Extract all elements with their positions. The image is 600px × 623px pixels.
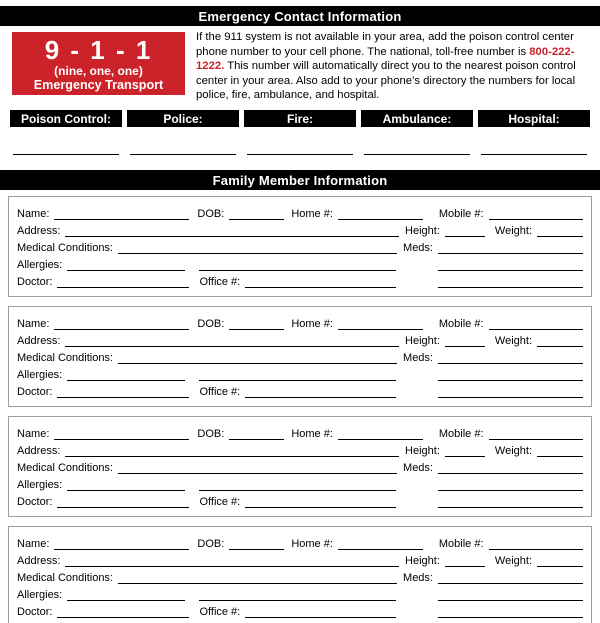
meds-blank-line <box>438 473 583 474</box>
emergency-section-header <box>0 6 600 26</box>
member-row-medical <box>17 239 583 256</box>
mobile-phone-label: Mobile #: <box>438 318 484 330</box>
home-phone-label: Home #: <box>291 208 333 220</box>
height-blank-line <box>445 346 485 347</box>
family-section-title: Family Member Information <box>212 172 388 188</box>
office-phone-label: Office #: <box>199 276 241 288</box>
allergies-label: Allergies: <box>17 589 63 601</box>
weight-blank-line <box>537 456 583 457</box>
contact-label-police: Police: <box>127 110 239 127</box>
contact-labels-row <box>10 110 600 127</box>
ambulance-blank-line <box>361 154 473 155</box>
home-phone-label: Home #: <box>291 318 333 330</box>
member-row-allergies <box>17 476 583 493</box>
home-phone-blank-line <box>338 219 423 220</box>
allergies-label: Allergies: <box>17 259 63 271</box>
member-row-address <box>17 222 583 239</box>
address-label: Address: <box>17 555 61 567</box>
weight-label: Weight: <box>494 225 532 237</box>
911-words: (nine, one, one) <box>54 64 143 78</box>
meds-continuation-blank-line-1 <box>438 490 583 491</box>
allergies-label: Allergies: <box>17 369 63 381</box>
member-row-allergies <box>17 256 583 273</box>
mobile-phone-label: Mobile #: <box>438 428 484 440</box>
member-row-doctor <box>17 603 583 620</box>
member-row-doctor <box>17 383 583 400</box>
home-phone-blank-line <box>338 439 423 440</box>
911-subtitle: Emergency Transport System <box>33 78 164 107</box>
medical-conditions-blank-line <box>118 253 397 254</box>
allergies-continuation-blank-line <box>199 270 396 271</box>
office-phone-label: Office #: <box>199 496 241 508</box>
police-blank-line <box>127 154 239 155</box>
name-label: Name: <box>17 428 50 440</box>
meds-continuation-blank-line-1 <box>438 600 583 601</box>
doctor-label: Doctor: <box>17 386 53 398</box>
mobile-phone-blank-line <box>489 219 583 220</box>
meds-continuation-blank-line-2 <box>438 287 583 288</box>
height-label: Height: <box>405 335 440 347</box>
member-row-identity <box>17 425 583 442</box>
office-phone-blank-line <box>245 287 396 288</box>
dob-label: DOB: <box>197 428 225 440</box>
doctor-blank-line <box>57 397 189 398</box>
emergency-section-title: Emergency Contact Information <box>198 8 402 24</box>
fire-blank-line <box>244 154 356 155</box>
address-blank-line <box>65 566 399 567</box>
family-member-blocks <box>0 196 600 623</box>
contact-label-fire: Fire: <box>244 110 356 127</box>
poison-control-paragraph <box>196 30 588 105</box>
member-row-doctor <box>17 493 583 510</box>
contact-label-ambulance: Ambulance: <box>361 110 473 127</box>
allergies-continuation-blank-line <box>199 380 396 381</box>
height-blank-line <box>445 566 485 567</box>
dob-blank-line <box>229 219 284 220</box>
name-blank-line <box>54 439 189 440</box>
meds-blank-line <box>438 583 583 584</box>
height-blank-line <box>445 456 485 457</box>
doctor-blank-line <box>57 287 189 288</box>
dob-blank-line <box>229 549 284 550</box>
family-member-block <box>8 196 592 297</box>
meds-label: Meds: <box>403 352 433 364</box>
medical-conditions-label: Medical Conditions: <box>17 462 113 474</box>
address-label: Address: <box>17 335 61 347</box>
family-member-block <box>8 416 592 517</box>
member-row-allergies <box>17 586 583 603</box>
mobile-phone-blank-line <box>489 439 583 440</box>
meds-continuation-blank-line-2 <box>438 617 583 618</box>
address-blank-line <box>65 346 399 347</box>
intro-section <box>12 32 588 105</box>
member-row-medical <box>17 569 583 586</box>
office-phone-blank-line <box>245 507 396 508</box>
weight-blank-line <box>537 236 583 237</box>
name-label: Name: <box>17 318 50 330</box>
family-member-block <box>8 526 592 623</box>
meds-continuation-blank-line-1 <box>438 380 583 381</box>
poison-control-phone-number: 800-222-1222. <box>196 45 575 73</box>
mobile-phone-label: Mobile #: <box>438 538 484 550</box>
medical-conditions-blank-line <box>118 473 397 474</box>
dob-blank-line <box>229 439 284 440</box>
paragraph-text-after-phone: This number will automatically direct you to the nearest poison control center in your area. Also add to your phone’s directory the numbers for local police, fire, ambulance, and hospital. <box>196 60 576 102</box>
contact-blank-lines-row <box>10 154 600 155</box>
name-label: Name: <box>17 538 50 550</box>
paragraph-text-before-phone: If the 911 system is not available in your area, add the poison control center phone number to your cell phone. The national, toll-free number is <box>196 31 574 58</box>
meds-continuation-blank-line-2 <box>438 507 583 508</box>
home-phone-label: Home #: <box>291 538 333 550</box>
doctor-label: Doctor: <box>17 496 53 508</box>
member-row-address <box>17 442 583 459</box>
hospital-blank-line <box>478 154 590 155</box>
home-phone-label: Home #: <box>291 428 333 440</box>
home-phone-blank-line <box>338 549 423 550</box>
weight-blank-line <box>537 346 583 347</box>
office-phone-blank-line <box>245 617 396 618</box>
allergies-blank-line <box>67 270 185 271</box>
911-red-box <box>12 32 185 107</box>
meds-continuation-blank-line-1 <box>438 270 583 271</box>
doctor-blank-line <box>57 507 189 508</box>
address-blank-line <box>65 236 399 237</box>
medical-conditions-blank-line <box>118 363 397 364</box>
meds-continuation-blank-line-2 <box>438 397 583 398</box>
weight-label: Weight: <box>494 555 532 567</box>
mobile-phone-blank-line <box>489 549 583 550</box>
office-phone-label: Office #: <box>199 606 241 618</box>
allergies-continuation-blank-line <box>199 600 396 601</box>
allergies-blank-line <box>67 380 185 381</box>
doctor-label: Doctor: <box>17 606 53 618</box>
member-row-address <box>17 552 583 569</box>
poison-control-blank-line <box>10 154 122 155</box>
doctor-blank-line <box>57 617 189 618</box>
allergies-label: Allergies: <box>17 479 63 491</box>
address-blank-line <box>65 456 399 457</box>
mobile-phone-label: Mobile #: <box>438 208 484 220</box>
member-row-address <box>17 332 583 349</box>
family-section-header <box>0 170 600 190</box>
height-blank-line <box>445 236 485 237</box>
allergies-blank-line <box>67 600 185 601</box>
dob-blank-line <box>229 329 284 330</box>
family-member-block <box>8 306 592 407</box>
doctor-label: Doctor: <box>17 276 53 288</box>
medical-conditions-label: Medical Conditions: <box>17 242 113 254</box>
weight-blank-line <box>537 566 583 567</box>
weight-label: Weight: <box>494 445 532 457</box>
contact-label-hospital: Hospital: <box>478 110 590 127</box>
meds-blank-line <box>438 363 583 364</box>
name-blank-line <box>54 219 189 220</box>
allergies-blank-line <box>67 490 185 491</box>
meds-label: Meds: <box>403 572 433 584</box>
meds-label: Meds: <box>403 242 433 254</box>
dob-label: DOB: <box>197 538 225 550</box>
office-phone-blank-line <box>245 397 396 398</box>
contact-label-poison-control: Poison Control: <box>10 110 122 127</box>
height-label: Height: <box>405 555 440 567</box>
meds-label: Meds: <box>403 462 433 474</box>
member-row-medical <box>17 459 583 476</box>
name-label: Name: <box>17 208 50 220</box>
member-row-identity <box>17 315 583 332</box>
dob-label: DOB: <box>197 318 225 330</box>
medical-conditions-blank-line <box>118 583 397 584</box>
allergies-continuation-blank-line <box>199 490 396 491</box>
member-row-identity <box>17 535 583 552</box>
member-row-identity <box>17 205 583 222</box>
member-row-medical <box>17 349 583 366</box>
office-phone-label: Office #: <box>199 386 241 398</box>
member-row-allergies <box>17 366 583 383</box>
dob-label: DOB: <box>197 208 225 220</box>
address-label: Address: <box>17 445 61 457</box>
height-label: Height: <box>405 225 440 237</box>
mobile-phone-blank-line <box>489 329 583 330</box>
name-blank-line <box>54 329 189 330</box>
medical-conditions-label: Medical Conditions: <box>17 572 113 584</box>
member-row-doctor <box>17 273 583 290</box>
address-label: Address: <box>17 225 61 237</box>
medical-conditions-label: Medical Conditions: <box>17 352 113 364</box>
911-number: 9 - 1 - 1 <box>44 35 153 65</box>
weight-label: Weight: <box>494 335 532 347</box>
height-label: Height: <box>405 445 440 457</box>
home-phone-blank-line <box>338 329 423 330</box>
meds-blank-line <box>438 253 583 254</box>
name-blank-line <box>54 549 189 550</box>
